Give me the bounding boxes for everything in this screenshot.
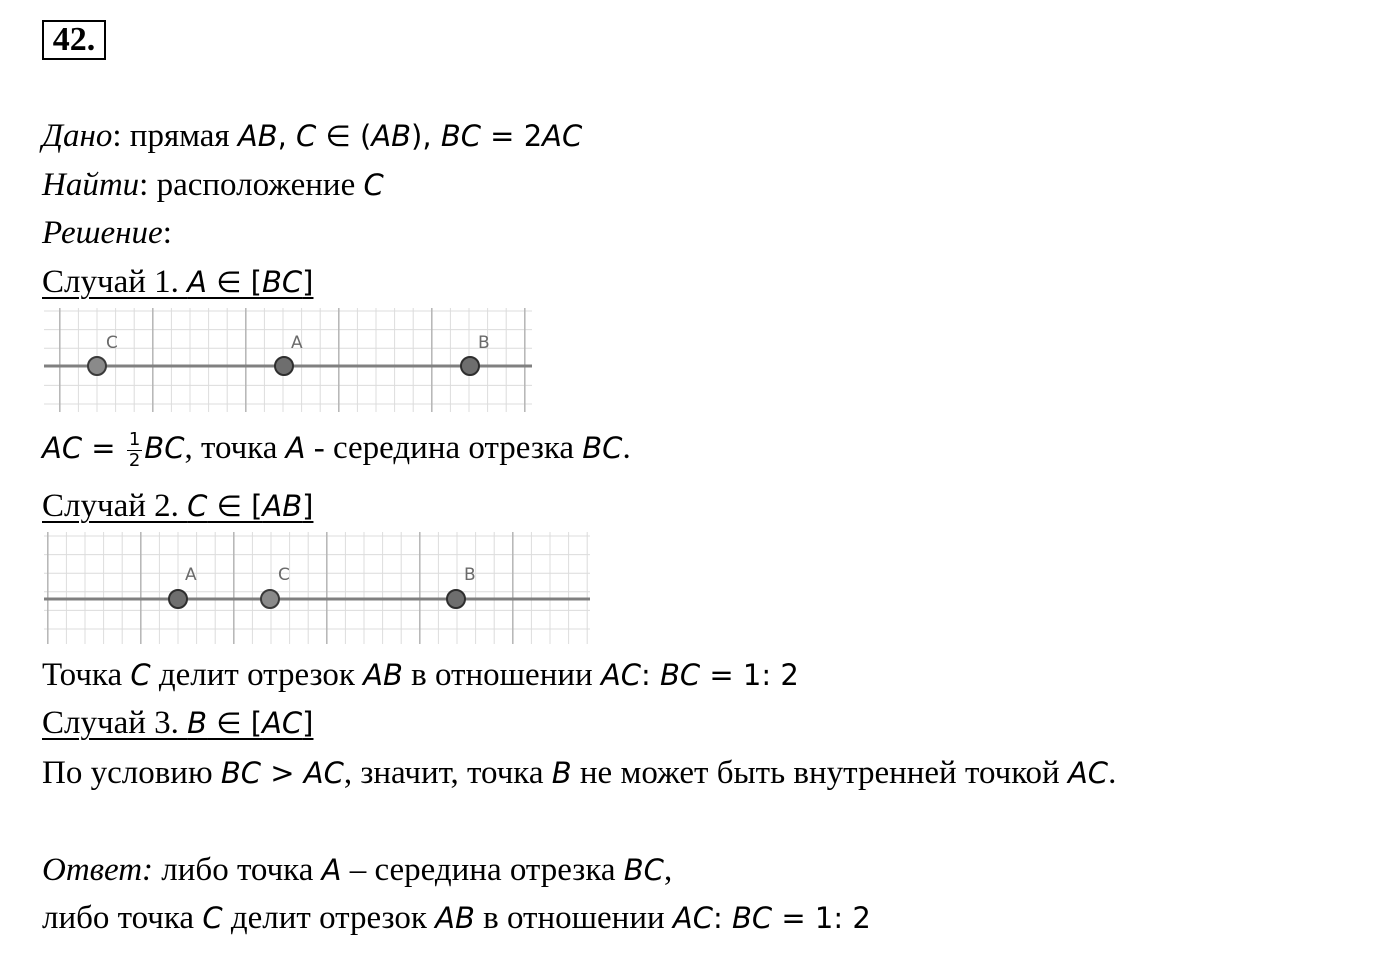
case2-result-colon: :	[641, 658, 661, 692]
case1-title-rel: ∈ [	[206, 265, 262, 299]
find-math: C	[363, 168, 384, 202]
case2-result-text1: Точка	[42, 657, 131, 693]
given-elem: ∈ (	[316, 119, 372, 153]
given-math-ab: AB	[237, 119, 278, 153]
answer-line2-eq: = 1: 2	[772, 901, 871, 935]
given-eq: = 2	[480, 119, 543, 153]
solution-label: Решение	[42, 215, 163, 251]
case2-label-c: C	[278, 565, 290, 585]
case1-result-math: A	[285, 431, 306, 465]
case2-title-close: ]	[302, 489, 314, 523]
case3-result-text2: , значит, точка	[343, 755, 552, 791]
case1-label-a: A	[291, 333, 303, 353]
case3-result-end: .	[1108, 755, 1117, 791]
case2-title-math: C	[187, 489, 208, 523]
given-math-c: C	[296, 119, 317, 153]
case1-title	[42, 262, 313, 302]
case3-result-math2: AC	[303, 756, 344, 790]
case2-result-math4: BC	[660, 658, 701, 692]
case1-result-math2: BC	[582, 431, 623, 465]
case3-title-seg: AC	[262, 706, 303, 740]
case3-title-math: B	[187, 706, 208, 740]
given-math-ab2: AB	[371, 119, 412, 153]
case2-point-b	[447, 590, 465, 608]
case2-result-math3: AC	[600, 658, 642, 692]
answer-label: Ответ:	[42, 852, 154, 888]
answer-line2	[42, 898, 871, 938]
find-text: : расположение	[139, 167, 364, 203]
given-line	[42, 116, 582, 156]
answer-line1	[42, 850, 672, 890]
given-comma: ,	[277, 119, 297, 153]
case1-result-rhs: BC	[144, 431, 185, 465]
case3-result-text1: По условию	[42, 755, 221, 791]
case2-figure	[44, 532, 590, 644]
case3-result-text3: не может быть внутренней точкой	[571, 755, 1068, 791]
case2-result-eq: = 1: 2	[700, 658, 799, 692]
case1-result-text2: - середина отрезка	[305, 430, 583, 466]
case2-result-text3: в отношении	[402, 657, 601, 693]
case2-title-seg: AB	[262, 489, 303, 523]
case1-label-b: B	[478, 333, 490, 353]
case2-point-c	[261, 590, 279, 608]
answer-line1-text1: либо точка	[153, 852, 322, 888]
case1-title-text: Случай 1.	[42, 264, 188, 300]
case2-title	[42, 486, 313, 526]
case3-result-math4: AC	[1067, 756, 1109, 790]
case3-title-close: ]	[302, 706, 314, 740]
case1-result-text1: , точка	[184, 430, 286, 466]
case3-title	[42, 703, 313, 743]
answer-line2-text2: делит отрезок	[222, 900, 436, 936]
case1-frac-den: 2	[128, 449, 141, 471]
case1-label-c: C	[106, 333, 118, 353]
case3-result-math3: B	[551, 756, 572, 790]
answer-line2-math4: BC	[732, 901, 773, 935]
problem-number: 42.	[42, 20, 106, 60]
case1-point-b	[461, 357, 479, 375]
case2-point-a	[169, 590, 187, 608]
answer-line2-text1: либо точка	[42, 900, 203, 936]
case2-result-math2: AB	[363, 658, 403, 692]
answer-line2-text3: в отношении	[474, 900, 673, 936]
given-close: ),	[411, 119, 441, 153]
answer-line2-math1: C	[202, 901, 223, 935]
case3-result-math1: BC	[220, 756, 261, 790]
case1-result-eq: =	[82, 431, 125, 465]
case1-title-math: A	[187, 265, 207, 299]
answer-line2-math2: AB	[435, 901, 475, 935]
case1-figure	[44, 308, 532, 412]
case3-result-gt: >	[261, 756, 304, 790]
case1-result-end: .	[622, 430, 631, 466]
case2-result-text2: делит отрезок	[150, 657, 364, 693]
answer-line2-colon: :	[713, 901, 732, 935]
case1-fraction	[127, 430, 142, 471]
answer-line1-math2: BC	[623, 853, 664, 887]
case2-label-b: B	[464, 565, 476, 585]
case1-point-c	[88, 357, 106, 375]
given-label: Дано	[42, 118, 113, 154]
case1-point-a	[275, 357, 293, 375]
answer-line2-math3: AC	[672, 901, 713, 935]
find-label: Найти	[42, 167, 140, 203]
answer-line1-math1: A	[321, 853, 342, 887]
case1-result	[42, 428, 631, 471]
given-math-bc: BC	[440, 119, 481, 153]
given-text: : прямая	[112, 118, 238, 154]
case3-title-rel: ∈ [	[207, 706, 263, 740]
case3-title-text: Случай 3.	[42, 705, 188, 741]
case2-label-a: A	[185, 565, 197, 585]
answer-line1-text2: – середина отрезка	[341, 852, 624, 888]
case2-result-math1: C	[130, 658, 151, 692]
case1-result-lhs: AC	[42, 431, 83, 465]
case3-result	[42, 753, 1116, 793]
case2-title-rel: ∈ [	[207, 489, 263, 523]
answer-line1-end: ,	[663, 852, 673, 888]
solution-colon: :	[162, 215, 172, 251]
given-math-ac: AC	[542, 119, 583, 153]
case1-title-close: ]	[302, 265, 314, 299]
case2-title-text: Случай 2.	[42, 488, 188, 524]
find-line	[42, 165, 384, 205]
case1-frac-num: 1	[128, 428, 141, 450]
case2-result	[42, 655, 799, 695]
solution-line	[42, 213, 172, 253]
case1-title-seg: BC	[262, 265, 303, 299]
